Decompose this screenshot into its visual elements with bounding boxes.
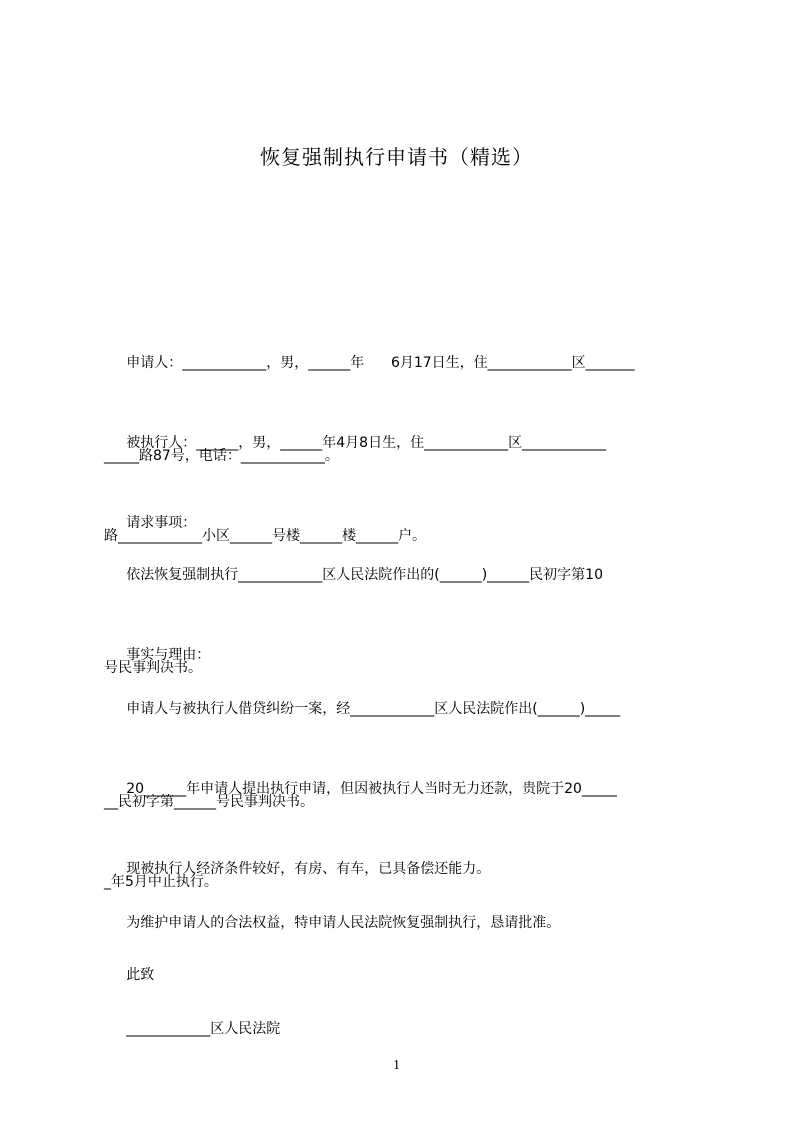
paragraph-line: _____路87号，电话：____________。	[104, 448, 339, 464]
document-title: 恢复强制执行申请书（精选）	[260, 145, 533, 169]
paragraph-line: 被执行人：______，男，______年4月8日生，住____________区____________	[104, 435, 607, 451]
paragraph-line: 申请人：____________，男，______年 6月17日生，住____________区_______	[104, 355, 635, 371]
paragraph-line: 申请人与被执行人借贷纠纷一案，经____________区人民法院作出(______)_____	[104, 701, 621, 717]
paragraph-line: 路____________小区______号楼______楼______户。	[104, 528, 426, 544]
paragraph-line: ____________区人民法院	[104, 1021, 281, 1037]
page-number: 1	[393, 1058, 400, 1073]
paragraph-line: 号民事判决书。	[104, 660, 202, 676]
addressee-court	[104, 952, 704, 1107]
paragraph-line: 为维护申请人的合法权益，特申请人民法院恢复强制执行，恳请批准。	[104, 915, 561, 931]
paragraph-line: 现被执行人经济条件较好，有房、有车，已具备偿还能力。	[104, 861, 491, 877]
paragraph-line: __民初字第______号民事判决书。	[104, 794, 314, 810]
paragraph-line: 事实与理由：	[104, 647, 211, 663]
paragraph-line: 请求事项：	[104, 515, 197, 531]
paragraph-line: 依法恢复强制执行____________区人民法院作出的(______)______民初字第10	[104, 567, 603, 583]
paragraph-line: 20______年申请人提出执行申请，但因被执行人当时无力还款，贵院于20_____	[104, 781, 617, 797]
paragraph-line: 此致	[104, 967, 155, 983]
paragraph-line: _年5月中止执行。	[104, 874, 218, 890]
